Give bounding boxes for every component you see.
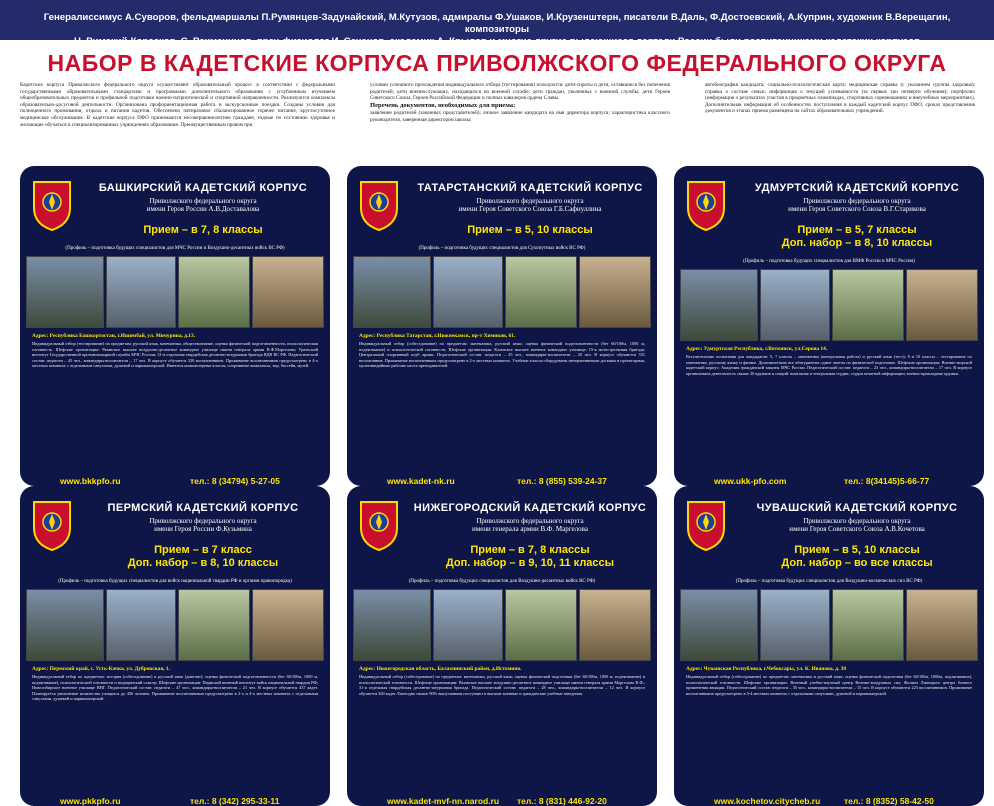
panel-honor-name: имени Героя России А.В.Доставалова xyxy=(146,205,260,214)
photo xyxy=(680,269,758,341)
panel-title: УДМУРТСКИЙ КАДЕТСКИЙ КОРПУС xyxy=(754,182,960,194)
panel-address: Адрес: Удмуртская Республика, г.Воткинск, ул.Серова 14. xyxy=(686,346,828,352)
panel-subtitle xyxy=(736,197,978,214)
panel-honor-name: имени Героя Советского Союза В.Г.Старикова xyxy=(788,205,926,214)
panel-body xyxy=(686,347,972,376)
panel-phone: тел.: 8 (34794) 5-27-05 xyxy=(190,476,280,486)
panel-title: БАШКИРСКИЙ КАДЕТСКИЙ КОРПУС xyxy=(98,182,308,194)
panel-description: Индивидуальный отбор по предметам: история (собеседование) и русский язык (диктант); оценка физической подготовленности (бег 60/100м, 1000 м, подтягивание), психологической готовности и медицинский осмотр. Шефские организации: Пермский военный институт войск национальной гвардии РФ; Новосибирское военное училище ВНГ. Педагогический состав: педагоги – 47 чел., командиры-воспитатели – 21 чел. В корпусе обучается 437 кадет. Планируется увеличение количества учащихся до 456 человек. Проживание воспитанников предусмотрено в 2-х и 4-х местных комнатах с отдельными санузлами, душевой и парикмахерской. xyxy=(32,674,318,702)
panel-website-link[interactable]: www.pkkpfo.ru xyxy=(60,796,121,806)
panel-district: Приволжского федерального округа xyxy=(803,197,911,205)
panel-profile: (Профиль – подготовка будущих специалистов для МЧС России и Воздушно-десантных войск ВС РФ) xyxy=(65,246,285,251)
photo-strip xyxy=(26,256,324,328)
photo xyxy=(353,256,431,328)
panel-address: Адрес: Республика Татарстан, г.Нижнекамск, пр-т Химиков, 61. xyxy=(359,333,516,339)
panel-body xyxy=(32,334,318,368)
panel-honor-name: имени Героя Советского Союза Г.Б.Сафиуллина xyxy=(458,205,602,214)
panel-website-link[interactable]: www.kochetov.citycheb.ru xyxy=(714,796,821,806)
admission-line: Доп. набор – в 8, 10 классы xyxy=(781,237,933,249)
admission-line: Доп. набор – в 8, 10 классы xyxy=(127,557,279,569)
photo xyxy=(252,256,324,328)
photo xyxy=(906,589,978,661)
photo xyxy=(579,589,651,661)
photo xyxy=(433,589,503,661)
panel-district: Приволжского федерального округа xyxy=(149,517,257,525)
emblem-icon xyxy=(357,496,401,552)
panel-body xyxy=(32,667,318,701)
panel-subtitle xyxy=(409,197,651,214)
emblem-icon xyxy=(30,496,74,552)
intro-column-1: Кадетские корпуса Приволжского федерального округа осуществляют образовательный процесс в соответствии с федеральными государственными образовательными стандартами и программами дополнительного образования с углубленным изучением общеобразовательных предметов и профильной подготовки военно-патриотической и спортивной направленности. Реализуются комплексы образовательно-досуговой деятельности. Организована профориентационная работа и экскурсионные поездки. Созданы условия для полноценного проживания, отдыха и питания кадетов. Обеспечено пятиразовое сбалансированное горячее питание, круглосуточное медицинское обслуживание. В кадетские корпуса ПФО принимаются несовершеннолетние граждане, годные по состоянию здоровья и желающие обучаться в специализированных учреждениях образования. Преимущественным правом при xyxy=(20,82,335,128)
panel-honor-name: имени Героя России Ф.Кузьмина xyxy=(154,525,252,534)
panel-profile: (Профиль – подготовка будущих специалистов для Воздушно-космических сил ВС РФ) xyxy=(735,579,923,584)
panel-admission xyxy=(82,224,324,237)
photo xyxy=(760,589,830,661)
panel-profile: (Профиль – подготовка будущих специалистов для войск национальной гвардии РФ и органов правопорядка) xyxy=(58,579,292,584)
photo-strip xyxy=(26,589,324,661)
photo xyxy=(505,256,577,328)
panel-description: Вступительные испытания для кандидатов: 5, 7 классы – математика (контрольная работа) и русский язык (тест); 8 и 10 классы – тестирование по математике, русскому языку и физике. Дополнительно все абитуриенты сдают зачеты по физической подготовке. Шефские организации: Военно-морской кадетский корпус; Академия гражданской защиты МЧС России. Педагогический состав: педагоги – 23 чел., командиры-воспитатели – 17 чел. В корпусе организована деятельность свыше 20 кружков и секций: вокальная и театральная студии, студия печатной информации, военно-прикладные кружки. xyxy=(686,354,972,376)
photo xyxy=(832,269,904,341)
header-line-2: Н. Римский-Корсаков, С. Рахманинов, врач-физиолог И. Сеченов, академик А. Крылов и многие другие выдающиеся деятели России были воспитанниками кадетских корпусов xyxy=(74,36,920,47)
corps-panel-5 xyxy=(347,486,657,806)
panel-address: Адрес: Республика Башкортостан, г.Ишимбай, ул. Мичурина, д.13. xyxy=(32,333,196,339)
header-line-1: Генералиссимус А.Суворов, фельдмаршалы П.Румянцев-Задунайский, М.Кутузов, адмиралы Ф.Ушаков, И.Крузенштерн, писатели В.Даль, Ф.Достоевский, А.Куприн, художник В.Верещагин, композиторы xyxy=(43,12,951,35)
panel-phone: тел.: 8 (8352) 58-42-50 xyxy=(844,796,934,806)
admission-line: Прием – в 7, 8 классы xyxy=(470,544,590,556)
emblem-icon xyxy=(30,176,74,232)
photo xyxy=(106,256,176,328)
panel-subtitle xyxy=(82,517,324,534)
photo-strip xyxy=(680,269,978,341)
panel-header xyxy=(20,166,330,252)
panel-honor-name: имени генерала армии В.Ф. Маргелова xyxy=(472,525,588,534)
panel-admission xyxy=(736,544,978,570)
panel-district: Приволжского федерального округа xyxy=(476,197,584,205)
panel-district: Приволжского федерального округа xyxy=(476,517,584,525)
admission-line: Доп. набор – в 9, 10, 11 классы xyxy=(445,557,615,569)
admission-line: Прием – в 5, 7 классы xyxy=(797,224,917,236)
panel-profile: (Профиль – подготовка будущих специалистов для Воздушно-десантных войск ВС РФ) xyxy=(408,579,596,584)
panel-admission xyxy=(409,544,651,570)
intro-column-3: автобиография кандидата; социально-психологическая карта; медицинская справка (с указанием группы здоровья); справка о составе семьи; информация о текущей успеваемости (за первые три четверти обучения); портфолио (информация о результатах участия в предметных олимпиадах, спортивных соревнованиях и внеучебных мероприятиях). Дополнительная информация об особенностях поступления в каждый кадетский корпус ПФО, сроках представления документов и этапах приема размещена на сайтах образовательных учреждений. xyxy=(705,82,975,115)
photo-strip xyxy=(353,589,651,661)
emblem-icon xyxy=(684,176,728,232)
panel-district: Приволжского федерального округа xyxy=(803,517,911,525)
panel-description: Индивидуальный отбор (собеседование) по предметам: математика и русский язык; оценка физической подготовки (бег 60/100м, 1000м, подтягивание), психологической готовности. Шефские организации: Военный учебно-научный центр Военно-воздушных сил; Филиал Липецкого центра боевого применения авиации. Педагогический состав: педагоги – 35 чел., командиры-воспитатели – 15 чел. В корпусе обучаются 225 воспитанников. Проживание воспитанников предусмотрено в 3-4 местных комнатах с отдельными санузлами, душевой и парикмахерской. xyxy=(686,674,972,696)
panel-district: Приволжского федерального округа xyxy=(149,197,257,205)
emblem-icon xyxy=(357,176,401,232)
panel-subtitle xyxy=(409,517,651,534)
panel-website-link[interactable]: www.bkkpfo.ru xyxy=(60,476,121,486)
panel-phone: тел.: 8(34145)5-66-77 xyxy=(844,476,930,486)
panel-address: Адрес: Пермский край, с. Усть-Качка, ул. Дубровская, 1. xyxy=(32,666,170,672)
photo xyxy=(680,589,758,661)
panel-subtitle xyxy=(736,517,978,534)
intro-col2-text: условии успешного прохождения индивидуального отбора (тестирования) пользуются: дети-сироты и дети, оставшиеся без попечения родителей; дети военнослужащих, находящихся на военной службе; дети граждан, уволенных с военной службы; дети Героев Советского Союза, Героев Российской Федерации и полных кавалеров ордена Славы. xyxy=(370,82,670,102)
corps-panel-2 xyxy=(347,166,657,486)
panel-description: Индивидуальный отбор (собеседование) по предметам: математика, русский язык; оценка физической подготовки (бег 60/100м, 1000 м, подтягивание) и психологической готовности. Шефские организации: Рязанское высшее воздушно-десантное командное училище имени генерала армии Маргелова В.Ф.; 31-я отдельная гвардейская десантно-штурмовая бригада. Педагогический состав: педагоги – 28 чел., командиры-воспитатели – 12 чел. В корпусе обучается 300 кадет. Ежегодно свыше 90% выпускников поступают в высшие военные и гражданские учебные заведения. xyxy=(359,674,645,696)
photo-strip xyxy=(353,256,651,328)
panel-admission xyxy=(409,224,651,237)
panel-phone: тел.: 8 (342) 295-33-11 xyxy=(190,796,280,806)
photo xyxy=(178,589,250,661)
emblem-icon xyxy=(684,496,728,552)
panel-address: Адрес: Нижегородская область, Балахнинский район, д.Истомино. xyxy=(359,666,522,672)
panel-admission xyxy=(82,544,324,570)
panel-phone: тел.: 8 (855) 539-24-37 xyxy=(517,476,607,486)
admission-line: Прием – в 7 класс xyxy=(154,544,252,556)
panel-body xyxy=(359,667,645,696)
photo xyxy=(760,269,830,341)
corps-panel-6 xyxy=(674,486,984,806)
panel-description: Индивидуальный отбор (тестирование) по предметам: русский язык, математика, обществознание, оценка физической подготовленности, психологическая готовность. Шефские организации: Рязанское высшее воздушно-десантное командное училище имени генерала армии В.Ф.Маргелова; Уральский институт Государственной противопожарной службы МЧС России; 31-я отдельная гвардейская десантно-штурмовая бригада ВДВ ВС РФ. Педагогический состав: педагоги – 45 чел., командиры-воспитатели – 17 чел. В корпусе обучается 320 воспитанников. Проживание воспитанников предусмотрено в 4-х местных комнатах с отдельными санузлами, душевой и парикмахерской. Имеются компьютерные классы, спортивные комплексы, тир, бассейн, музей. xyxy=(32,341,318,369)
panel-title: НИЖЕГОРОДСКИЙ КАДЕТСКИЙ КОРПУС xyxy=(413,502,647,514)
corps-panel-1 xyxy=(20,166,330,486)
panel-admission xyxy=(736,224,978,250)
panel-body xyxy=(686,667,972,696)
panel-body xyxy=(359,334,645,368)
admission-line: Прием – в 7, 8 классы xyxy=(143,224,263,236)
photo xyxy=(505,589,577,661)
page-title: НАБОР В КАДЕТСКИЕ КОРПУСА ПРИВОЛЖСКОГО ФЕДЕРАЛЬНОГО ОКРУГА xyxy=(47,50,947,76)
photo xyxy=(579,256,651,328)
panel-website-link[interactable]: www.ukk-pfo.com xyxy=(714,476,787,486)
panel-honor-name: имени Героя Советского Союза А.В.Кочетова xyxy=(789,525,925,534)
photo xyxy=(252,589,324,661)
panel-phone: тел.: 8 (831) 446-92-20 xyxy=(517,796,607,806)
header-banner xyxy=(0,0,994,47)
panel-title: ТАТАРСТАНСКИЙ КАДЕТСКИЙ КОРПУС xyxy=(417,182,643,194)
panel-subtitle xyxy=(82,197,324,214)
admission-line: Прием – в 5, 10 классы xyxy=(467,224,593,236)
panel-title: ПЕРМСКИЙ КАДЕТСКИЙ КОРПУС xyxy=(107,502,299,514)
intro-column-2 xyxy=(370,82,670,124)
panel-address: Адрес: Чувашская Республика, г.Чебоксары, ул. К. Иванова, д. 30 xyxy=(686,666,847,672)
admission-line: Доп. набор – во все классы xyxy=(781,557,933,569)
photo xyxy=(832,589,904,661)
photo xyxy=(178,256,250,328)
photo xyxy=(906,269,978,341)
photo xyxy=(353,589,431,661)
admission-line: Прием – в 5, 10 классы xyxy=(794,544,920,556)
photo xyxy=(433,256,503,328)
panel-profile: (Профиль – подготовка будущих специалистов для ВМФ России и МЧС России) xyxy=(743,259,915,264)
intro-col2b-text: заявление родителей (законных представителей); личное заявление кандидата на имя директора корпуса; характеристика классного руководителя, заверенная директором школы; xyxy=(370,110,670,123)
intro-documents-heading: Перечень документов, необходимых для приема: xyxy=(370,101,516,109)
corps-panel-4 xyxy=(20,486,330,806)
panel-description: Индивидуальный отбор (собеседование) по предметам: математика, русский язык; оценка физической подготовленности (бег 60/100м, 1000 м, подтягивание) и психологической готовности. Шефские организации: Казанское высшее военное командное училище; 15-я мотострелковая бригада; Центральный спортивный клуб армии. Педагогический состав: педагоги – 45 чел., командиры-воспитатели – 20 чел. В корпусе обучаются 331 воспитанник. Проживание воспитанников предусмотрено в 2-х местных комнатах. Учебные классы оборудованы интерактивными досками и проекторами, мультимедийные рабочие места преподавателей. xyxy=(359,341,645,369)
corps-panel-3 xyxy=(674,166,984,486)
panel-website-link[interactable]: www.kadet-mvf-nn.narod.ru xyxy=(387,796,500,806)
photo xyxy=(106,589,176,661)
photo-strip xyxy=(680,589,978,661)
panel-title: ЧУВАШСКИЙ КАДЕТСКИЙ КОРПУС xyxy=(756,502,958,514)
panel-header xyxy=(347,166,657,252)
photo xyxy=(26,589,104,661)
panel-profile: (Профиль – подготовка будущих специалистов для Сухопутных войск ВС РФ) xyxy=(418,246,586,251)
photo xyxy=(26,256,104,328)
panel-website-link[interactable]: www.kadet-nk.ru xyxy=(387,476,455,486)
